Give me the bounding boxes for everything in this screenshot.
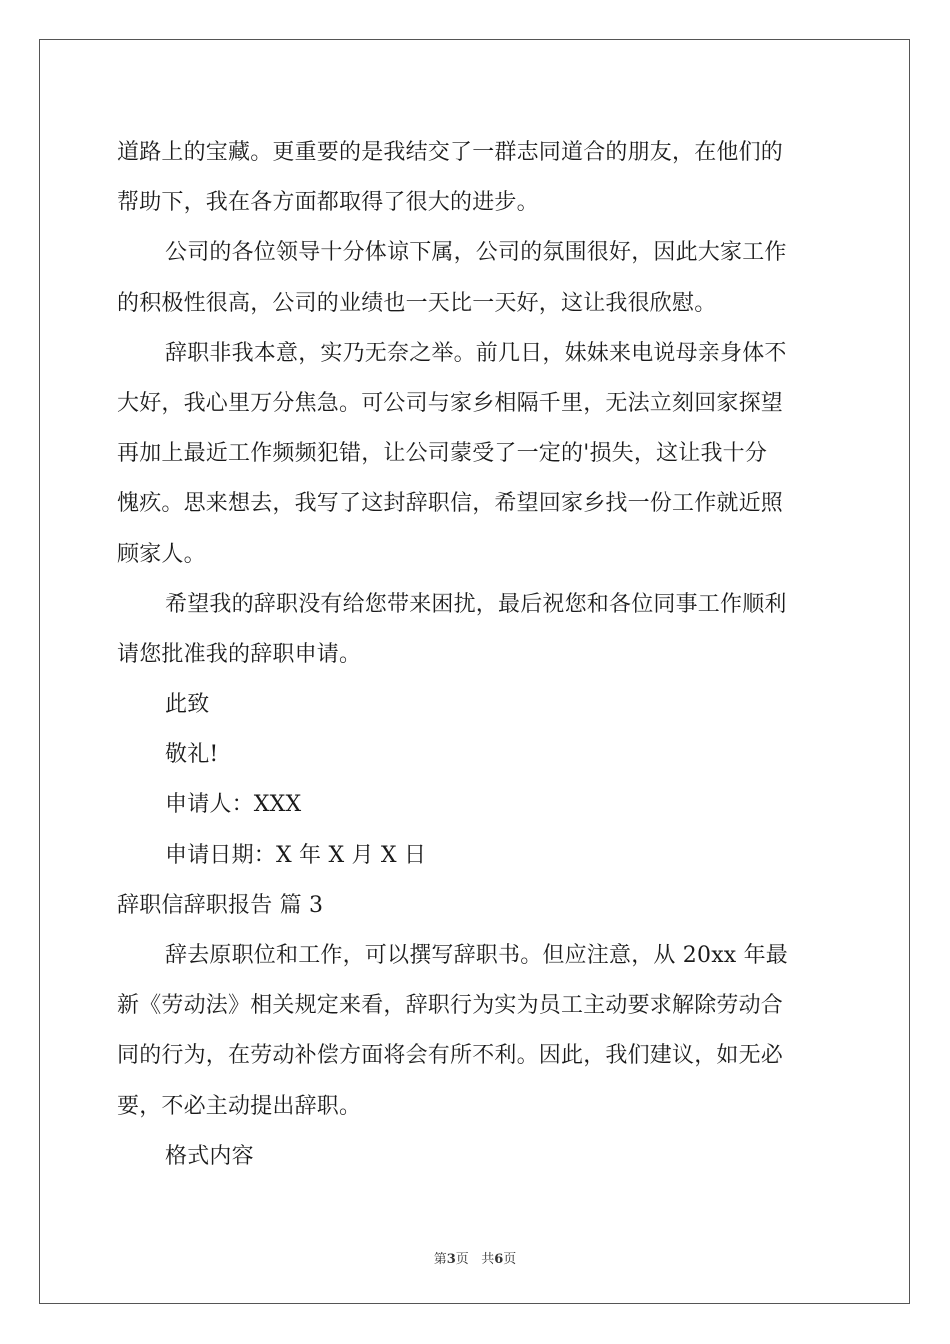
text-line-9: 顾家人。 [117,541,206,567]
text-line-19: 同的行为，在劳动补偿方面将会有所不利。因此，我们建议，如无必 [117,1043,784,1069]
text-line-3: 公司的各位领导十分体谅下属，公司的氛围很好，因此大家工作 [165,240,787,266]
text-line-18: 新《劳动法》相关规定来看，辞职行为实为员工主动要求解除劳动合 [117,993,784,1019]
section-heading: 辞职信辞职报告 篇 3 [117,892,324,918]
text-line-4: 的积极性很高，公司的业绩也一天比一天好，这让我很欣慰。 [117,290,717,316]
page-footer [0,1248,950,1267]
text-line-17: 辞去原职位和工作，可以撰写辞职书。但应注意，从 20xx 年最 [165,943,788,968]
text-line-21: 格式内容 [165,1143,254,1169]
text-line-20: 要，不必主动提出辞职。 [117,1093,362,1119]
page-prefix: 第 [433,1252,447,1267]
text-line-10: 希望我的辞职没有给您带来困扰，最后祝您和各位同事工作顺利 [165,591,787,617]
text-line-8: 愧疚。思来想去，我写了这封辞职信，希望回家乡找一份工作就近照 [117,491,784,517]
document-body [117,128,835,1182]
page-number: 3 [446,1252,456,1267]
total-suffix: 页 [503,1252,517,1267]
applicant-line: 申请人：XXX [165,792,302,818]
text-line-1: 道路上的宝藏。更重要的是我结交了一群志同道合的朋友，在他们的 [117,140,784,165]
closing-regards: 敬礼! [165,742,219,768]
page-suffix: 页 [455,1252,469,1267]
application-date-line: 申请日期：X 年 X 月 X 日 [165,842,427,868]
closing-salutation: 此致 [165,692,210,718]
text-line-2: 帮助下，我在各方面都取得了很大的进步。 [117,190,539,216]
text-line-5: 辞职非我本意，实乃无奈之举。前几日，妹妹来电说母亲身体不 [165,340,787,366]
total-pages: 6 [494,1252,504,1267]
text-line-11: 请您批准我的辞职申请。 [117,641,362,667]
text-line-6: 大好，我心里万分焦急。可公司与家乡相隔千里，无法立刻回家探望 [117,390,784,416]
text-line-7: 再加上最近工作频频犯错，让公司蒙受了一定的'损失，这让我十分 [117,441,768,467]
total-prefix: 共 [481,1252,495,1267]
